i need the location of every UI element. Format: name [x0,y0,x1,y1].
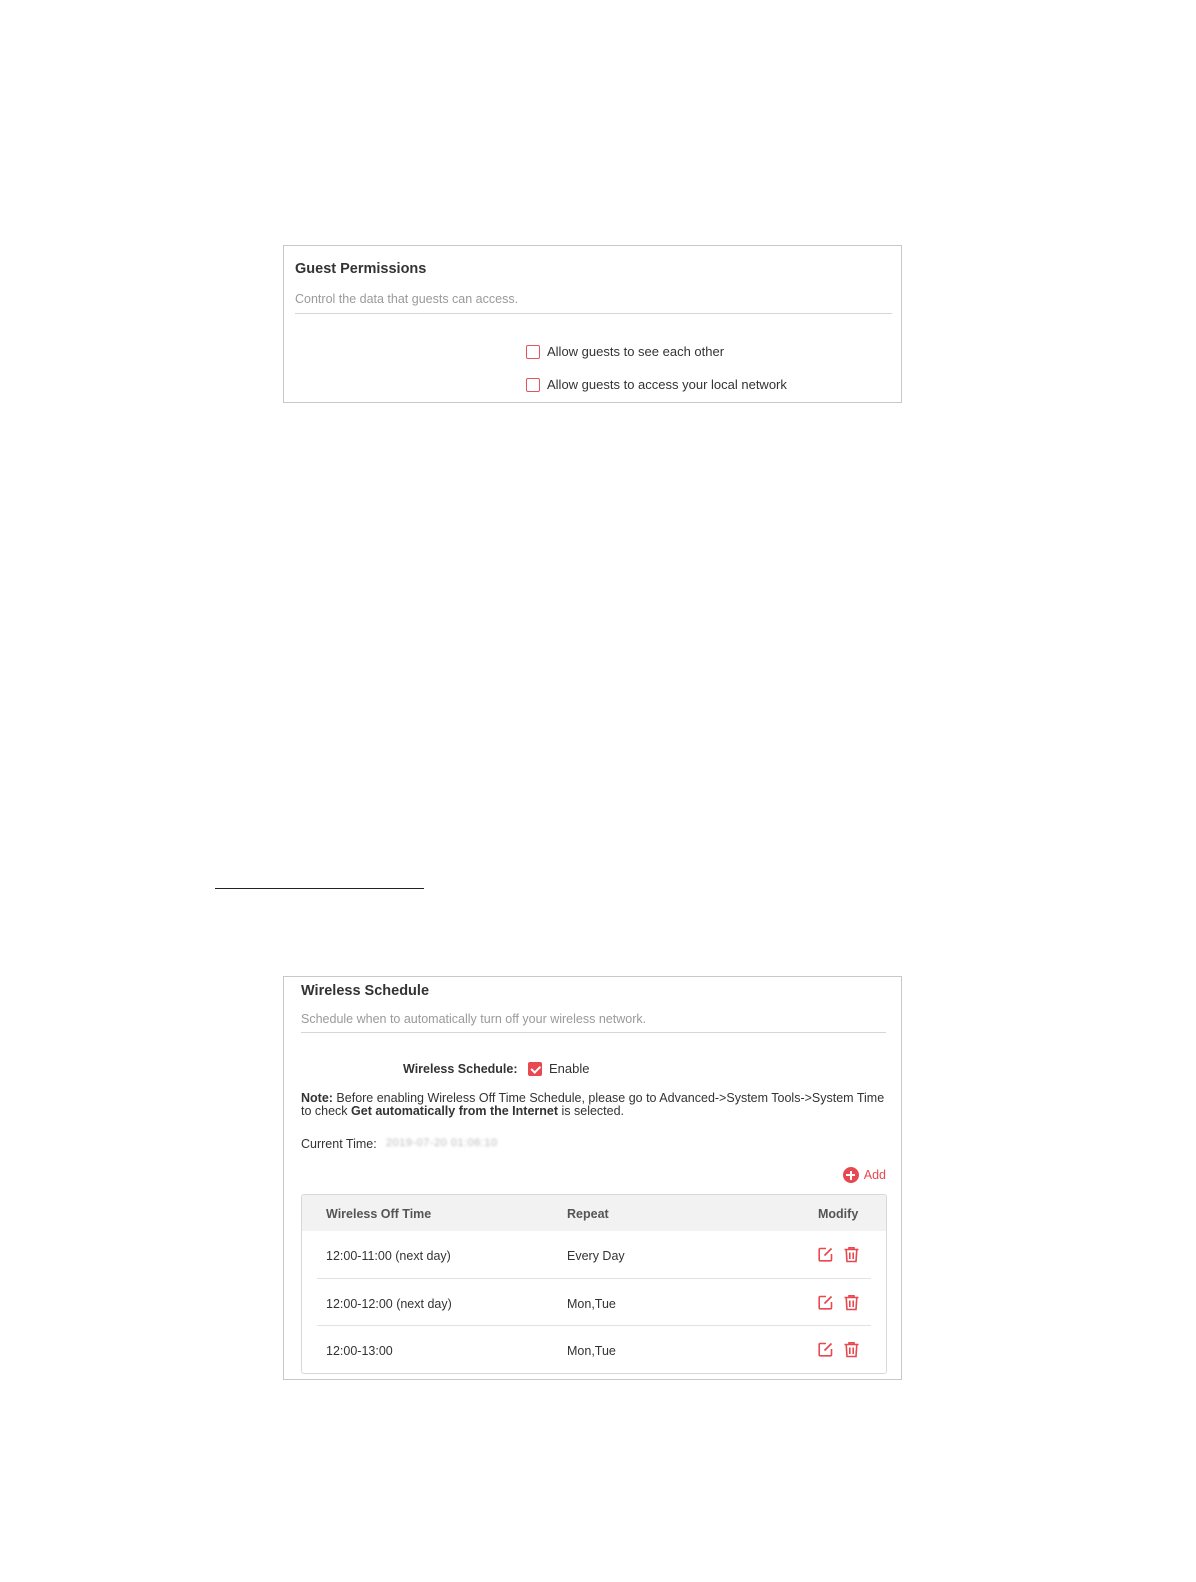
divider [301,1032,886,1033]
trash-icon[interactable] [843,1246,860,1263]
note-bold-text: Get automatically from the Internet [351,1104,559,1118]
table-header [302,1195,886,1231]
note-text-part1: Before enabling Wireless Off Time Schedule, please go to Advanced->System Tools->System Time to check [301,1091,885,1118]
edit-icon[interactable] [817,1294,834,1311]
header-modify: Modify [818,1207,859,1221]
wireless-schedule-field-label: Wireless Schedule: [403,1062,518,1076]
table-row [302,1231,886,1279]
enable-label: Enable [549,1061,590,1076]
off-time-cell: 12:00-11:00 (next day) [326,1249,451,1263]
trash-icon[interactable] [843,1294,860,1311]
checkbox-unchecked-icon[interactable] [526,378,540,392]
header-wireless-off-time: Wireless Off Time [326,1207,432,1221]
guest-permissions-description: Control the data that guests can access. [295,292,519,306]
table-row [302,1279,886,1327]
repeat-cell: Mon,Tue [567,1344,616,1358]
note-label: Note: [301,1091,333,1105]
allow-guests-local-network-label: Allow guests to access your local network [547,377,787,392]
schedule-table [301,1194,887,1374]
current-time-label: Current Time: [301,1137,377,1151]
allow-guests-see-each-other-option[interactable] [526,344,724,359]
current-time-value: 2019-07-20 01:06:10 [386,1137,498,1149]
add-label: Add [863,1168,886,1182]
checkbox-checked-icon[interactable] [528,1062,542,1076]
off-time-cell: 12:00-12:00 (next day) [326,1296,452,1311]
repeat-cell: Mon,Tue [567,1296,616,1311]
wireless-schedule-description: Schedule when to automatically turn off your wireless network. [301,1012,647,1026]
table-row [302,1326,886,1374]
off-time-cell: 12:00-13:00 [326,1344,393,1358]
checkbox-unchecked-icon[interactable] [526,345,540,359]
add-button[interactable] [843,1167,886,1183]
header-repeat: Repeat [567,1207,609,1221]
wireless-schedule-panel [283,976,902,1380]
edit-icon[interactable] [817,1246,834,1263]
guest-permissions-panel [283,245,902,403]
note-text-part2: is selected. [558,1104,625,1118]
allow-guests-see-each-other-label: Allow guests to see each other [547,344,725,359]
divider [295,313,892,314]
wireless-schedule-title: Wireless Schedule [301,983,430,999]
guest-permissions-title: Guest Permissions [295,261,427,277]
note-text [301,1092,891,1118]
allow-guests-local-network-option[interactable] [526,377,787,392]
enable-toggle[interactable] [528,1061,589,1076]
edit-icon[interactable] [817,1341,834,1358]
document-underline [215,888,424,889]
plus-circle-icon [843,1167,859,1183]
repeat-cell: Every Day [567,1249,625,1263]
trash-icon[interactable] [843,1341,860,1358]
